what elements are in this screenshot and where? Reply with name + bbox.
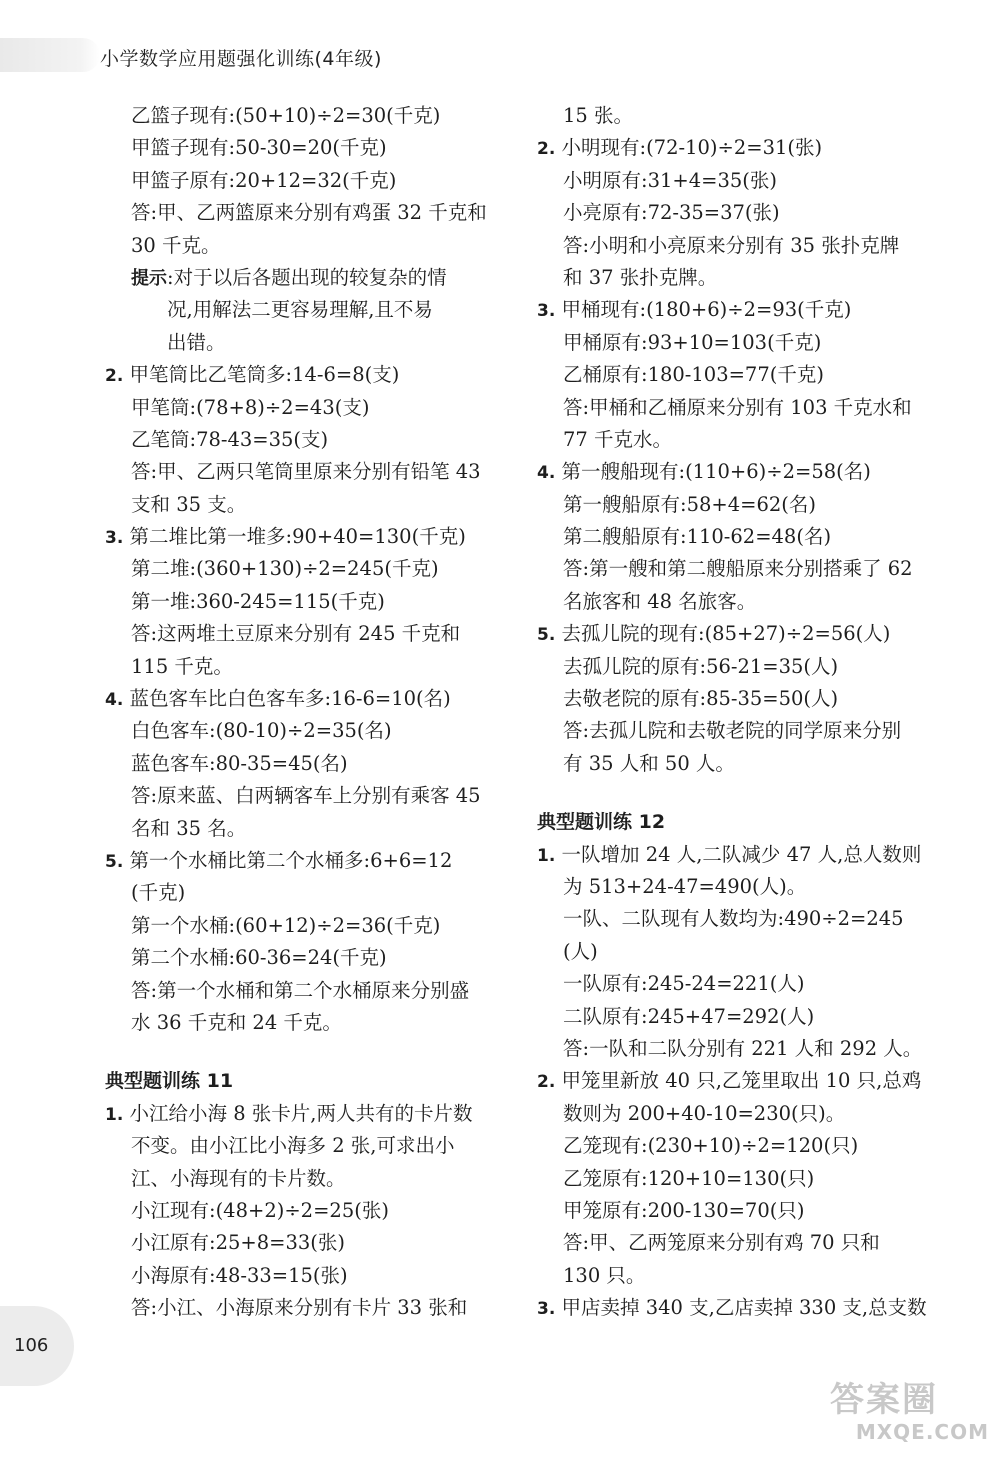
line-text: 答:这两堆土豆原来分别有 245 千克和 <box>131 622 461 646</box>
line-text: 30 千克。 <box>131 233 221 257</box>
line-text: 答:甲、乙两只笔筒里原来分别有铅笔 43 <box>131 460 481 484</box>
line-text: 小明现有:(72-10)÷2=31(张) <box>561 136 823 160</box>
line-text: 水 36 千克和 24 千克。 <box>131 1010 342 1034</box>
answer-line <box>105 975 505 1007</box>
line-text: 小亮原有:72-35=37(张) <box>563 201 780 225</box>
answer-line <box>105 456 505 488</box>
section-title: 典型题训练 11 <box>105 1070 234 1093</box>
answer-line <box>537 1260 937 1292</box>
answer-line <box>105 618 505 650</box>
line-text: 答:第一个水桶和第二个水桶原来分别盛 <box>131 978 470 1002</box>
line-text: 一队、二队现有人数均为:490÷2=245 <box>563 907 904 931</box>
answer-line <box>537 1227 937 1259</box>
question-number: 4. <box>537 463 556 484</box>
line-text: 乙桶原有:180-103=77(千克) <box>563 363 824 387</box>
question-first-line <box>537 456 937 488</box>
question-number: 1. <box>537 845 556 866</box>
answer-line <box>537 1098 937 1130</box>
question-number: 3. <box>537 301 556 322</box>
question-first-line <box>105 845 505 877</box>
question-number: 2. <box>537 139 556 160</box>
question-number: 5. <box>105 851 124 872</box>
answer-line <box>537 100 937 132</box>
answer-line <box>105 553 505 585</box>
answer-line <box>105 1260 505 1292</box>
hint-label: 提示 <box>131 267 167 289</box>
line-text: 一队增加 24 人,二队减少 47 人,总人数则 <box>561 842 922 866</box>
question-first-line <box>537 618 937 650</box>
answer-line <box>537 651 937 683</box>
line-text: 甲笔筒比乙笔筒多:14-6=8(支) <box>129 363 400 387</box>
answer-line <box>105 132 505 164</box>
answer-line <box>537 1130 937 1162</box>
line-text: 15 张。 <box>563 104 634 127</box>
line-text: 二队原有:245+47=292(人) <box>563 1004 815 1028</box>
line-text: 甲笼原有:200-130=70(只) <box>563 1198 805 1222</box>
line-text: 去孤儿院的现有:(85+27)÷2=56(人) <box>561 622 891 646</box>
line-text: 答:甲桶和乙桶原来分别有 103 千克水和 <box>563 395 912 419</box>
answer-line <box>105 942 505 974</box>
answer-line <box>105 489 505 521</box>
question-first-line <box>105 683 505 715</box>
answer-line <box>537 327 937 359</box>
answer-line <box>537 553 937 585</box>
question-number: 2. <box>537 1072 556 1093</box>
line-text: 第二堆:(360+130)÷2=245(千克) <box>131 557 439 581</box>
line-text: 答:去孤儿院和去敬老院的同学原来分别 <box>563 719 902 743</box>
line-text: 小江原有:25+8=33(张) <box>131 1231 345 1255</box>
line-text: 答:第一艘和第二艘船原来分别搭乘了 62 <box>563 557 913 581</box>
answer-line <box>105 813 505 845</box>
section-gap <box>537 780 937 806</box>
watermark-logo <box>830 1380 995 1460</box>
line-text: 乙笼原有:120+10=130(只) <box>563 1166 815 1190</box>
question-number: 1. <box>105 1104 124 1125</box>
answer-line <box>537 586 937 618</box>
line-text: 第一堆:360-245=115(千克) <box>131 589 385 613</box>
question-number: 5. <box>537 625 556 646</box>
line-text: 115 千克。 <box>131 654 233 678</box>
line-text: 去敬老院的原有:85-35=50(人) <box>563 687 839 711</box>
line-text: 甲笔筒:(78+8)÷2=43(支) <box>131 395 370 419</box>
line-text: 小江给小海 8 张卡片,两人共有的卡片数 <box>129 1101 473 1125</box>
line-text: 答:一队和二队分别有 221 人和 292 人。 <box>563 1036 923 1060</box>
answer-line <box>537 936 937 968</box>
line-text: 白色客车:(80-10)÷2=35(名) <box>131 719 392 743</box>
line-text: 蓝色客车比白色客车多:16-6=10(名) <box>129 687 451 711</box>
answer-line <box>105 1130 505 1162</box>
answer-line <box>105 715 505 747</box>
line-text: 蓝色客车:80-35=45(名) <box>131 751 348 775</box>
line-text: (人) <box>563 939 598 963</box>
line-text: 第一艘船现有:(110+6)÷2=58(名) <box>561 460 871 484</box>
question-first-line <box>105 1098 505 1130</box>
line-text: (千克) <box>131 881 186 905</box>
line-text: 第一艘船原有:58+4=62(名) <box>563 492 816 516</box>
answer-line <box>537 392 937 424</box>
line-text: 一队原有:245-24=221(人) <box>563 972 805 996</box>
line-text: 答:甲、乙两篮原来分别有鸡蛋 32 千克和 <box>131 201 487 225</box>
line-text: 77 千克水。 <box>563 427 673 451</box>
line-text: 名和 35 名。 <box>131 816 247 840</box>
line-text: 和 37 张扑克牌。 <box>563 265 718 289</box>
answer-line <box>105 651 505 683</box>
answer-line <box>537 262 937 294</box>
line-text: 第二堆比第一堆多:90+40=130(千克) <box>129 525 466 549</box>
answer-line <box>105 165 505 197</box>
answer-line <box>537 489 937 521</box>
answer-line <box>105 1007 505 1039</box>
line-text: 甲篮子现有:50-30=20(千克) <box>131 136 387 160</box>
answer-line <box>537 968 937 1000</box>
right-column <box>537 100 937 1324</box>
answer-line <box>537 521 937 553</box>
answer-line <box>105 327 505 359</box>
answer-line <box>105 100 505 132</box>
line-text: 名旅客和 48 名旅客。 <box>563 589 757 613</box>
question-first-line <box>537 839 937 871</box>
question-first-line <box>537 132 937 164</box>
answer-line <box>105 1195 505 1227</box>
question-first-line <box>105 359 505 391</box>
answer-line <box>105 748 505 780</box>
answer-line <box>105 392 505 424</box>
answer-line <box>105 1163 505 1195</box>
question-number: 2. <box>105 366 124 387</box>
watermark-top: 答案圈 <box>830 1380 938 1420</box>
answer-line <box>537 715 937 747</box>
line-text: 有 35 人和 50 人。 <box>563 751 735 775</box>
answer-line <box>537 871 937 903</box>
answer-line <box>105 1227 505 1259</box>
line-text: :对于以后各题出现的较复杂的情 <box>167 265 447 289</box>
question-first-line <box>537 294 937 326</box>
answer-line <box>537 1195 937 1227</box>
line-text: 出错。 <box>167 330 226 354</box>
line-text: 小江现有:(48+2)÷2=25(张) <box>131 1198 389 1222</box>
watermark-bottom: MXQE.COM <box>855 1420 989 1444</box>
line-text: 甲篮子原有:20+12=32(千克) <box>131 168 397 192</box>
answer-line <box>105 197 505 229</box>
line-text: 支和 35 支。 <box>131 492 247 516</box>
line-text: 乙笼现有:(230+10)÷2=120(只) <box>563 1134 859 1158</box>
header-tab-decoration <box>0 38 100 72</box>
answer-line <box>105 910 505 942</box>
answer-line <box>105 424 505 456</box>
question-number: 4. <box>105 690 124 711</box>
line-text: 答:小明和小亮原来分别有 35 张扑克牌 <box>563 233 900 257</box>
answer-line <box>537 903 937 935</box>
line-text: 第二艘船原有:110-62=48(名) <box>563 525 832 549</box>
line-text: 小海原有:48-33=15(张) <box>131 1263 348 1287</box>
answer-line <box>537 1001 937 1033</box>
question-first-line <box>537 1292 937 1324</box>
answer-line <box>105 586 505 618</box>
line-text: 为 513+24-47=490(人)。 <box>563 874 807 898</box>
hint-line <box>105 262 505 294</box>
line-text: 130 只。 <box>563 1263 646 1287</box>
question-first-line <box>537 1065 937 1097</box>
line-text: 甲桶原有:93+10=103(千克) <box>563 330 822 354</box>
answer-line <box>105 877 505 909</box>
line-text: 第一个水桶:(60+12)÷2=36(千克) <box>131 913 441 937</box>
line-text: 甲店卖掉 340 支,乙店卖掉 330 支,总支数 <box>561 1296 927 1320</box>
answer-line <box>537 359 937 391</box>
question-first-line <box>105 521 505 553</box>
running-header: 小学数学应用题强化训练(4年级) <box>100 48 382 70</box>
line-text: 去孤儿院的原有:56-21=35(人) <box>563 654 839 678</box>
line-text: 答:甲、乙两笼原来分别有鸡 70 只和 <box>563 1231 880 1255</box>
answer-line <box>537 165 937 197</box>
section-gap <box>105 1039 505 1065</box>
line-text: 答:小江、小海原来分别有卡片 33 张和 <box>131 1296 468 1320</box>
line-text: 小明原有:31+4=35(张) <box>563 168 777 192</box>
line-text: 第二个水桶:60-36=24(千克) <box>131 946 387 970</box>
line-text: 第一个水桶比第二个水桶多:6+6=12 <box>129 848 453 872</box>
answer-line <box>537 230 937 262</box>
line-text: 甲桶现有:(180+6)÷2=93(千克) <box>561 298 852 322</box>
answer-line <box>537 748 937 780</box>
answer-line <box>537 197 937 229</box>
answer-line <box>537 1163 937 1195</box>
line-text: 不变。由小江比小海多 2 张,可求出小 <box>131 1134 455 1158</box>
answer-line <box>105 1292 505 1324</box>
answer-line <box>105 294 505 326</box>
answer-line <box>537 424 937 456</box>
answer-line <box>537 683 937 715</box>
line-text: 答:原来蓝、白两辆客车上分别有乘客 45 <box>131 784 481 808</box>
left-column <box>105 100 505 1324</box>
line-text: 甲笼里新放 40 只,乙笼里取出 10 只,总鸡 <box>561 1069 922 1093</box>
line-text: 江、小海现有的卡片数。 <box>131 1166 346 1190</box>
line-text: 况,用解法二更容易理解,且不易 <box>167 298 433 322</box>
answer-line <box>537 1033 937 1065</box>
line-text: 乙笔筒:78-43=35(支) <box>131 427 329 451</box>
page-number: 106 <box>14 1335 49 1356</box>
line-text: 乙篮子现有:(50+10)÷2=30(千克) <box>131 104 441 127</box>
section-title: 典型题训练 12 <box>537 811 666 834</box>
answer-line <box>105 780 505 812</box>
question-number: 3. <box>537 1299 556 1320</box>
line-text: 数则为 200+40-10=230(只)。 <box>563 1101 846 1125</box>
question-number: 3. <box>105 528 124 549</box>
answer-line <box>105 230 505 262</box>
